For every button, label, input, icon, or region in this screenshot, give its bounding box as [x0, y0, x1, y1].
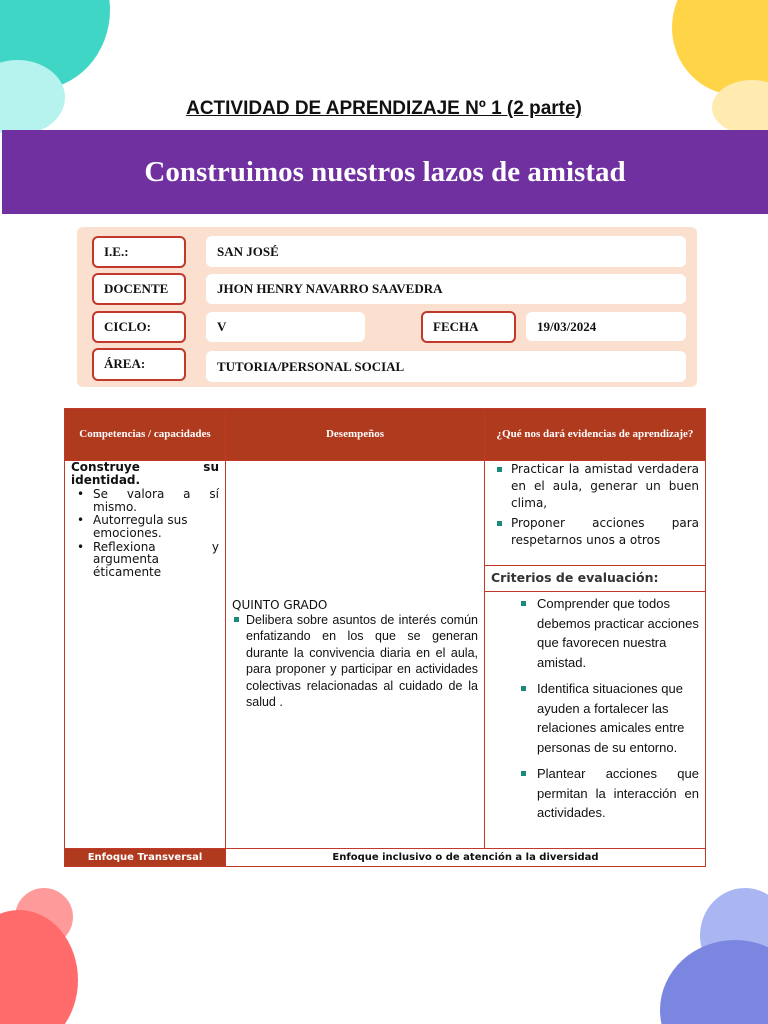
list-item: [491, 461, 699, 512]
list-item: [491, 764, 699, 823]
competencias-cell: [65, 461, 226, 849]
criterio-text: Identifica situaciones que ayuden a fortalecer las relaciones amicales entre personas de su entorno.: [537, 681, 685, 755]
list-item: • Autorregula sus emociones.: [93, 514, 219, 539]
criterio-text: Comprender que todos debemos practicar acciones que favorecen nuestra amistad.: [537, 596, 699, 670]
evidencias-cell: [485, 461, 706, 566]
desempeno-item: [232, 612, 478, 711]
header-competencias: Competencias / capacidades: [65, 409, 226, 461]
competencias-table: [64, 408, 706, 867]
criterios-cell: [485, 592, 706, 849]
grado-label: QUINTO GRADO: [232, 597, 328, 612]
bullet-square-icon: [497, 467, 502, 472]
bullet-square-icon: [521, 601, 526, 606]
docente-label: DOCENTE: [92, 273, 186, 305]
header-evidencias: ¿Qué nos dará evidencias de aprendizaje?: [485, 409, 706, 461]
ie-label: I.E.:: [92, 236, 186, 268]
ie-value: SAN JOSÉ: [206, 236, 686, 267]
capacidades-list: [71, 488, 219, 578]
list-item: [491, 594, 699, 672]
fecha-value: 19/03/2024: [526, 312, 686, 341]
list-item: • Reflexiona y argumenta éticamente: [93, 541, 219, 579]
bullet-square-icon: [521, 771, 526, 776]
evidencia-text: Practicar la amistad verdadera en el aula, generar un buen clima,: [511, 462, 699, 510]
list-item: [491, 515, 699, 549]
area-label: ÁREA:: [92, 348, 186, 381]
document-title: ACTIVIDAD DE APRENDIZAJE Nº 1 (2 parte): [186, 98, 582, 119]
ciclo-label: CICLO:: [92, 311, 186, 343]
competencia-title: Construye su: [71, 460, 219, 474]
bullet-square-icon: [521, 686, 526, 691]
decor-blob-blue: [660, 940, 768, 1024]
area-value: TUTORIA/PERSONAL SOCIAL: [206, 351, 686, 382]
competencia-title-cont: identidad.: [71, 472, 141, 487]
evidencia-text: Proponer acciones para respetarnos unos a otros: [511, 516, 699, 547]
fecha-label: FECHA: [421, 311, 516, 343]
list-item: [491, 679, 699, 757]
criterios-title: Criterios de evaluación:: [485, 566, 706, 592]
ciclo-value: V: [206, 312, 365, 342]
header-desempenos: Desempeños: [226, 409, 485, 461]
bullet-square-icon: [497, 521, 502, 526]
criterio-text: Plantear acciones que permitan la interacción en actividades.: [537, 766, 699, 820]
docente-value: JHON HENRY NAVARRO SAAVEDRA: [206, 274, 686, 304]
desempenos-cell: [226, 461, 485, 849]
enfoque-value: Enfoque inclusivo o de atención a la diversidad: [226, 848, 706, 866]
list-item: • Se valora a sí mismo.: [93, 488, 219, 513]
activity-banner: [2, 130, 768, 214]
banner-title: Construimos nuestros lazos de amistad: [144, 155, 626, 188]
desempeno-text: Delibera sobre asuntos de interés común enfatizando en los que se generan durante la convivencia diaria en el aula, para proponer y participar en actividades colectivas relacionadas al cuidado de la salud .: [246, 612, 478, 710]
enfoque-label: Enfoque Transversal: [65, 848, 226, 866]
bullet-square-icon: [234, 617, 239, 622]
